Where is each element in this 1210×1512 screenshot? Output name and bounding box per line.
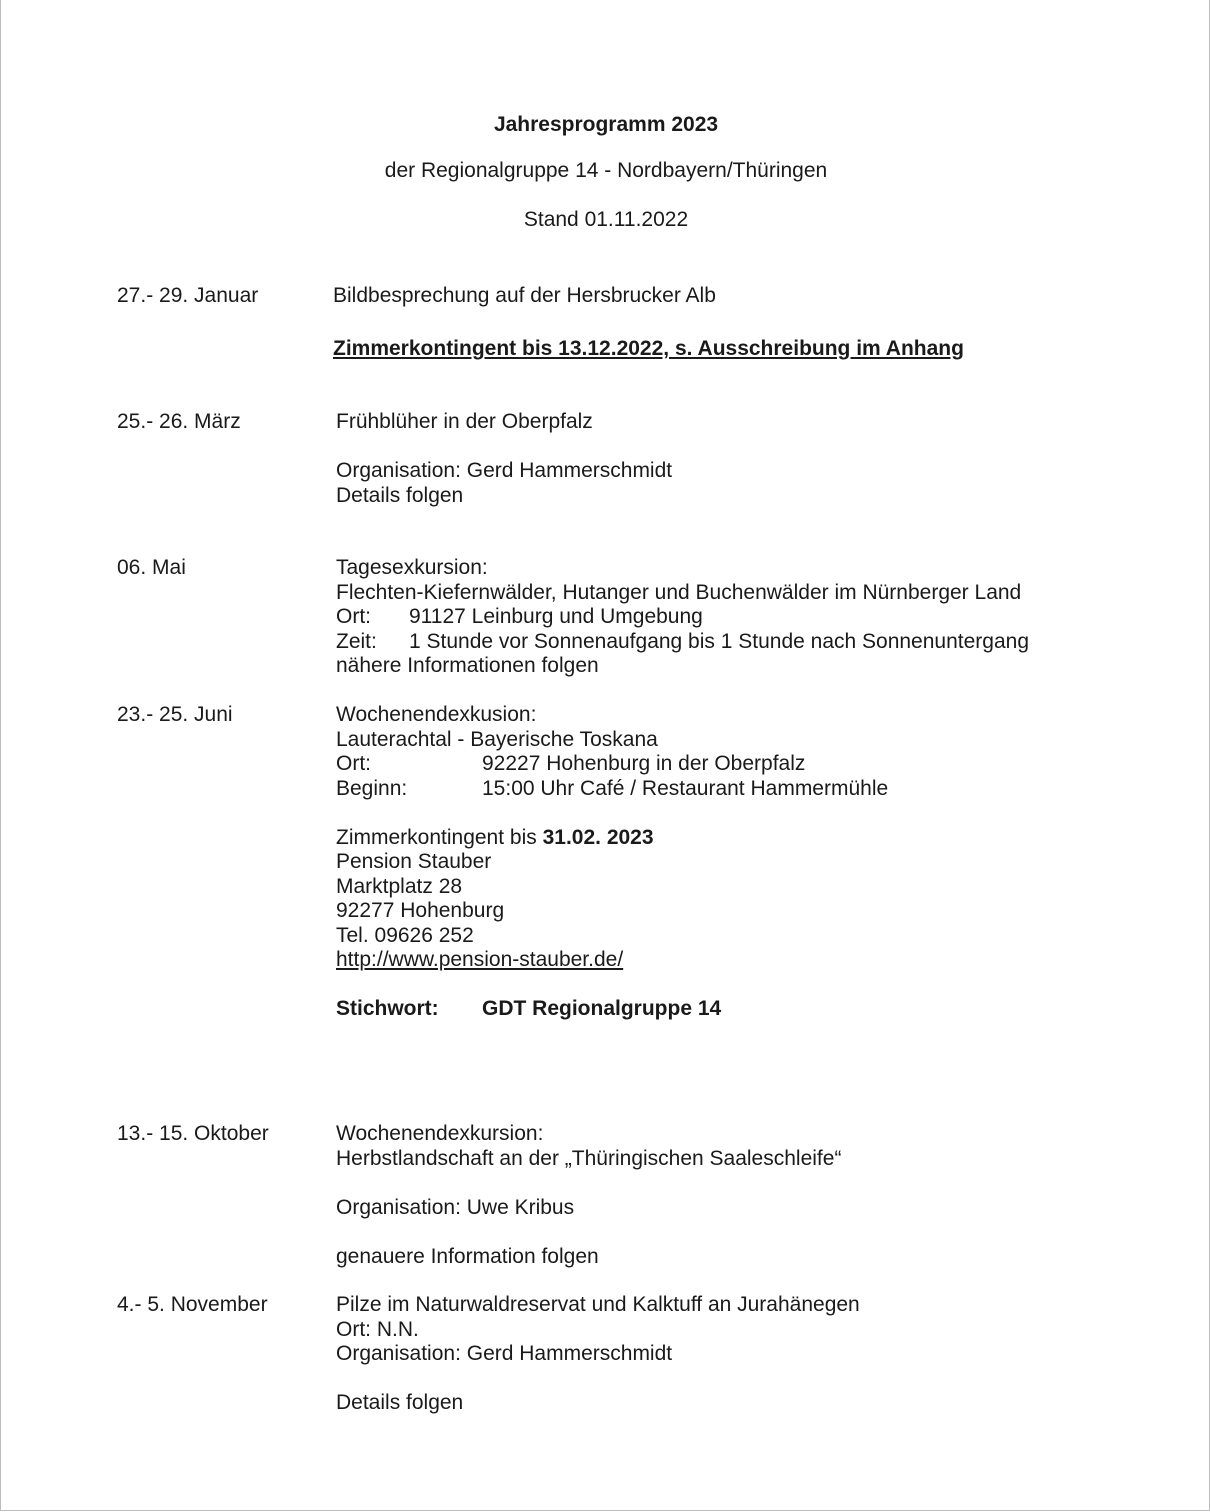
event-beginn-juni: 15:00 Uhr Café / Restaurant Hammermühle xyxy=(482,776,889,800)
stichwort-value: GDT Regionalgruppe 14 xyxy=(482,997,722,1020)
pension-street: Marktplatz 28 xyxy=(336,874,463,898)
stichwort-label: Stichwort: xyxy=(336,997,439,1020)
event-details-november: Details folgen xyxy=(336,1391,464,1414)
event-org-oktober: Organisation: Uwe Kribus xyxy=(336,1195,575,1219)
status-date: Stand 01.11.2022 xyxy=(523,208,689,231)
pension-website-link[interactable]: http://www.pension-stauber.de/ xyxy=(336,948,624,971)
event-date-oktober: 13.- 15. Oktober xyxy=(117,1122,269,1145)
event-title-mai: Flechten-Kiefernwälder, Hutanger und Buchenwälder im Nürnberger Land xyxy=(336,580,1022,604)
pension-city: 92277 Hohenburg xyxy=(336,899,505,922)
pension-phone: Tel. 09626 252 xyxy=(336,923,474,947)
ort-label: Ort: xyxy=(336,605,371,628)
beginn-label: Beginn: xyxy=(336,776,408,800)
event-note-januar: Zimmerkontingent bis 13.12.2022, s. Ausschreibung im Anhang xyxy=(333,337,964,360)
event-ort-mai: 91127 Leinburg und Umgebung xyxy=(409,605,703,628)
event-org-november: Organisation: Gerd Hammerschmidt xyxy=(336,1342,673,1365)
event-title-maerz: Frühblüher in der Oberpfalz xyxy=(336,410,593,433)
page-title: Jahresprogramm 2023 xyxy=(493,113,719,136)
event-date-mai: 06. Mai xyxy=(117,556,186,579)
event-date-maerz: 25.- 26. März xyxy=(117,410,241,433)
event-zeit-mai: 1 Stunde vor Sonnenaufgang bis 1 Stunde nach Sonnenuntergang xyxy=(409,629,1030,653)
ort-label: Ort: xyxy=(336,752,371,775)
event-block-november xyxy=(336,1293,860,1416)
page-subtitle: der Regionalgruppe 14 - Nordbayern/Thüringen xyxy=(384,159,828,182)
event-title-oktober: Herbstlandschaft an der „Thüringischen Saaleschleife“ xyxy=(336,1146,842,1170)
kontingent-text: Zimmerkontingent bis xyxy=(336,825,537,849)
event-details-maerz: Details folgen xyxy=(336,483,464,507)
pension-name: Pension Stauber xyxy=(336,850,492,873)
event-ort-juni: 92227 Hohenburg in der Oberpfalz xyxy=(482,752,806,775)
event-block-maerz xyxy=(336,410,672,508)
event-block-oktober xyxy=(336,1122,841,1269)
event-info-mai: nähere Informationen folgen xyxy=(336,654,599,677)
kontingent-date: 31.02. 2023 xyxy=(542,825,654,849)
event-type-mai: Tagesexkursion: xyxy=(336,556,488,579)
event-date-januar: 27.- 29. Januar xyxy=(117,284,259,307)
zeit-label: Zeit: xyxy=(336,629,377,653)
event-date-juni: 23.- 25. Juni xyxy=(117,703,233,726)
event-info-oktober: genauere Information folgen xyxy=(336,1244,599,1268)
event-title-januar: Bildbesprechung auf der Hersbrucker Alb xyxy=(333,284,716,307)
event-block-juni xyxy=(336,703,888,1022)
event-title-juni: Lauterachtal - Bayerische Toskana xyxy=(336,727,658,751)
event-type-juni: Wochenendexkusion: xyxy=(336,703,537,726)
event-ort-november: Ort: N.N. xyxy=(336,1317,419,1341)
event-org-maerz: Organisation: Gerd Hammerschmidt xyxy=(336,459,673,482)
event-title-november: Pilze im Naturwaldreservat und Kalktuff an Jurahänegen xyxy=(336,1293,860,1316)
event-block-mai xyxy=(336,556,1029,679)
event-date-november: 4.- 5. November xyxy=(117,1293,268,1316)
event-type-oktober: Wochenendexkursion: xyxy=(336,1122,544,1145)
